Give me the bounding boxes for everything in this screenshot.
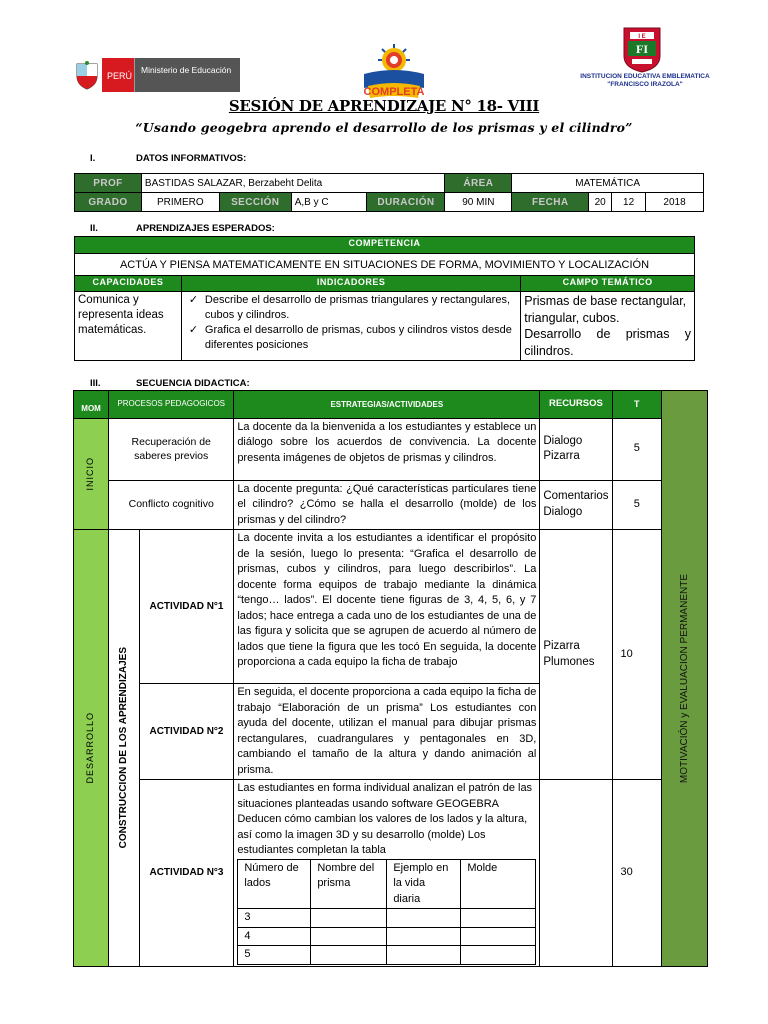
institution-name-line1: INSTITUCION EDUCATIVA EMBLEMATICA: [580, 73, 710, 80]
act3-time: 30: [612, 780, 661, 967]
row2-proceso: Conflicto cognitivo: [109, 480, 234, 530]
campo-item: Desarrollo de prismas y cilindros.: [524, 327, 691, 358]
campo-header: CAMPO TEMÁTICO: [521, 276, 695, 292]
prism-molde-input[interactable]: [461, 927, 536, 946]
act-recursos: Pizarra Plumones: [540, 530, 612, 780]
indicador-text: Grafica el desarrollo de prismas, cubos y cilindros vistos desde diferentes posiciones: [204, 324, 512, 351]
indicador-item: [185, 323, 517, 353]
prism-nombre-input[interactable]: [311, 909, 387, 928]
act3-label: ACTIVIDAD N°3: [139, 780, 234, 967]
prof-value: BASTIDAS SALAZAR, Berzabeht Delita: [141, 174, 445, 193]
datos-informativos-table: [74, 173, 704, 212]
prism-th-ejemplo: Ejemplo en la vida diaria: [387, 859, 461, 909]
prism-th-nombre: Nombre del prisma: [311, 859, 387, 909]
fecha-day: 20: [589, 193, 612, 212]
section-3-number: III.: [90, 378, 101, 389]
prism-ejemplo-input[interactable]: [387, 909, 461, 928]
seccion-value: A,B y C: [291, 193, 367, 212]
prism-table-header: [238, 859, 536, 909]
inicio-cell: [74, 418, 109, 530]
fecha-label: FECHA: [512, 193, 589, 212]
ministry-label: Ministerio de Educación: [134, 58, 240, 92]
prism-molde-input[interactable]: [461, 909, 536, 928]
duracion-value: 90 MIN: [445, 193, 512, 212]
table-row: [238, 909, 536, 928]
area-value: MATEMÁTICA: [512, 174, 704, 193]
row2-time: 5: [612, 480, 661, 530]
competencia-header: COMPETENCIA: [75, 237, 695, 254]
construccion-cell: [109, 530, 140, 967]
table-row: [238, 946, 536, 965]
desarrollo-cell: [74, 530, 109, 967]
act1-label: ACTIVIDAD N°1: [139, 530, 234, 684]
indicador-text: Describe el desarrollo de prismas triangulares y rectangulares, cubos y cilindros.: [204, 294, 511, 321]
row1-proceso: Recuperación de saberes previos: [109, 418, 234, 480]
session-subtitle: “Usando geogebra aprendo el desarrollo de los prismas y el cilindro”: [135, 120, 633, 135]
row1-recursos: Dialogo Pizarra: [540, 418, 612, 480]
prism-nombre-input[interactable]: [311, 946, 387, 965]
capacidades-header: CAPACIDADES: [75, 276, 182, 292]
seccion-label: SECCIÓN: [219, 193, 291, 212]
section-2-heading: [90, 223, 275, 234]
svg-text:FI: FI: [636, 42, 648, 56]
prism-molde-input[interactable]: [461, 946, 536, 965]
construccion-label: CONSTRUCCION DE LOS APRENDIZAJES: [118, 647, 130, 849]
campo-cell: [521, 292, 695, 361]
col-t-header: T: [612, 391, 661, 419]
svg-text:I E: I E: [638, 34, 646, 40]
row1-estrategia: La docente da la bienvenida a los estudiantes y establece un diálogo sobre los acuerdos de convivencia. La docente presenta imágenes de objetos de prismas y cilindros.: [234, 418, 540, 480]
grado-label: GRADO: [75, 193, 142, 212]
grado-value: PRIMERO: [141, 193, 219, 212]
section-1-heading: [90, 153, 246, 164]
prism-lados-cell: 4: [238, 927, 311, 946]
act3-cell: [234, 780, 540, 967]
motivacion-column: [661, 391, 707, 967]
section-2-title: APRENDIZAJES ESPERADOS:: [136, 223, 275, 234]
act2-label: ACTIVIDAD N°2: [139, 684, 234, 780]
col-estrategias-header: ESTRATEGIAS/ACTIVIDADES: [234, 391, 540, 419]
peru-ministry-logo: [72, 58, 240, 92]
checkmark-icon: ✓: [188, 294, 199, 306]
duracion-label: DURACIÓN: [367, 193, 445, 212]
table-row: [238, 927, 536, 946]
session-title: SESIÓN DE APRENDIZAJE N° 18- VIII: [228, 97, 540, 115]
prism-table: [237, 859, 536, 965]
capacidad-cell: Comunica y representa ideas matemáticas.: [75, 292, 182, 361]
col-recursos-header: RECURSOS: [540, 391, 612, 419]
peru-shield-icon: [72, 58, 102, 92]
act1-text: La docente invita a los estudiantes a identificar el propósito de la sesión, luego lo presenta: “Grafica el desarrollo de prismas, cubos y cilindros, para luego describirlos”. La docente forma equipos de trabajo mediante la dinámica “tengo… lados”. El docente tiene figuras de 3, 4, 5, 6, y 7 lados; hace entrega a cada uno de los estudiantes de una de las figura y solicita que se agrupen de acuerdo al número de lados que tiene la figura que les tocó En seguida, la docente proporciona a cada equipo la ficha de trabajo: [234, 530, 540, 684]
col-procesos-header: PROCESOS PEDAGOGICOS: [109, 391, 234, 419]
row2-estrategia: La docente pregunta: ¿Qué características particulares tiene el cilindro? ¿Cómo se halla el desarrollo (molde) de los prismas y del cilindro?: [234, 480, 540, 530]
section-3-title: SECUENCIA DIDACTICA:: [136, 378, 250, 389]
competencia-value: ACTÚA Y PIENSA MATEMATICAMENTE EN SITUACIONES DE FORMA, MOVIMIENTO Y LOCALIZACIÓN: [75, 254, 695, 276]
prism-nombre-input[interactable]: [311, 927, 387, 946]
indicador-item: [185, 293, 517, 323]
institution-name: [560, 73, 730, 89]
indicadores-header: INDICADORES: [181, 276, 520, 292]
row2-recursos: Comentarios Dialogo: [540, 480, 612, 530]
fecha-month: 12: [612, 193, 646, 212]
section-1-title: DATOS INFORMATIVOS:: [136, 153, 247, 164]
prism-ejemplo-input[interactable]: [387, 927, 461, 946]
act12-time: 10: [612, 530, 661, 780]
prism-lados-cell: 5: [238, 946, 311, 965]
section-2-number: II.: [90, 223, 98, 234]
prism-lados-cell: 3: [238, 909, 311, 928]
institution-name-line2: "FRANCISCO IRAZOLA": [607, 81, 683, 88]
indicadores-cell: [181, 292, 520, 361]
jornada-escolar-logo: [358, 44, 430, 102]
svg-text:COMPLETA: COMPLETA: [363, 86, 425, 98]
row1-time: 5: [612, 418, 661, 480]
prism-ejemplo-input[interactable]: [387, 946, 461, 965]
section-3-heading: [90, 378, 250, 389]
peru-label: PERÚ: [102, 58, 134, 92]
motivacion-label: MOTIVACIÓN y EVALUACION PERMANENTE: [678, 573, 690, 783]
campo-item: Prismas de base rectangular, triangular, cubos.: [524, 294, 687, 325]
institution-badge-logo: [622, 26, 662, 74]
secuencia-didactica-table: [73, 390, 708, 967]
area-label: ÁREA: [445, 174, 512, 193]
col-mom-header: MOM: [74, 391, 109, 419]
inicio-label: INICIO: [85, 456, 96, 491]
aprendizajes-table: [74, 236, 695, 361]
checkmark-icon: ✓: [188, 324, 199, 336]
desarrollo-label: DESARROLLO: [85, 711, 96, 784]
section-1-number: I.: [90, 153, 96, 164]
act3-recursos: [540, 780, 612, 967]
act2-text: En seguida, el docente proporciona a cada equipo la ficha de trabajo “Elaboración de un prisma” Los estudiantes con ayuda del docente, utilizan el manual para dibujar prismas rectangulares, cuadrangulares y pentagonales en 3D, cambiando el tamaño de la altura y dando animación al prisma.: [234, 684, 540, 780]
prof-label: PROF: [75, 174, 142, 193]
prism-th-molde: Molde: [461, 859, 536, 909]
prism-th-lados: Número de lados: [238, 859, 311, 909]
act3-text: Las estudiantes en forma individual analizan el patrón de las situaciones planteadas usando software GEOGEBRA Deducen cómo cambian los valores de los lados y la altura, así como la imagen 3D y su desarrollo (molde) Los estudiantes completan la tabla: [237, 782, 533, 856]
fecha-year: 2018: [646, 193, 704, 212]
